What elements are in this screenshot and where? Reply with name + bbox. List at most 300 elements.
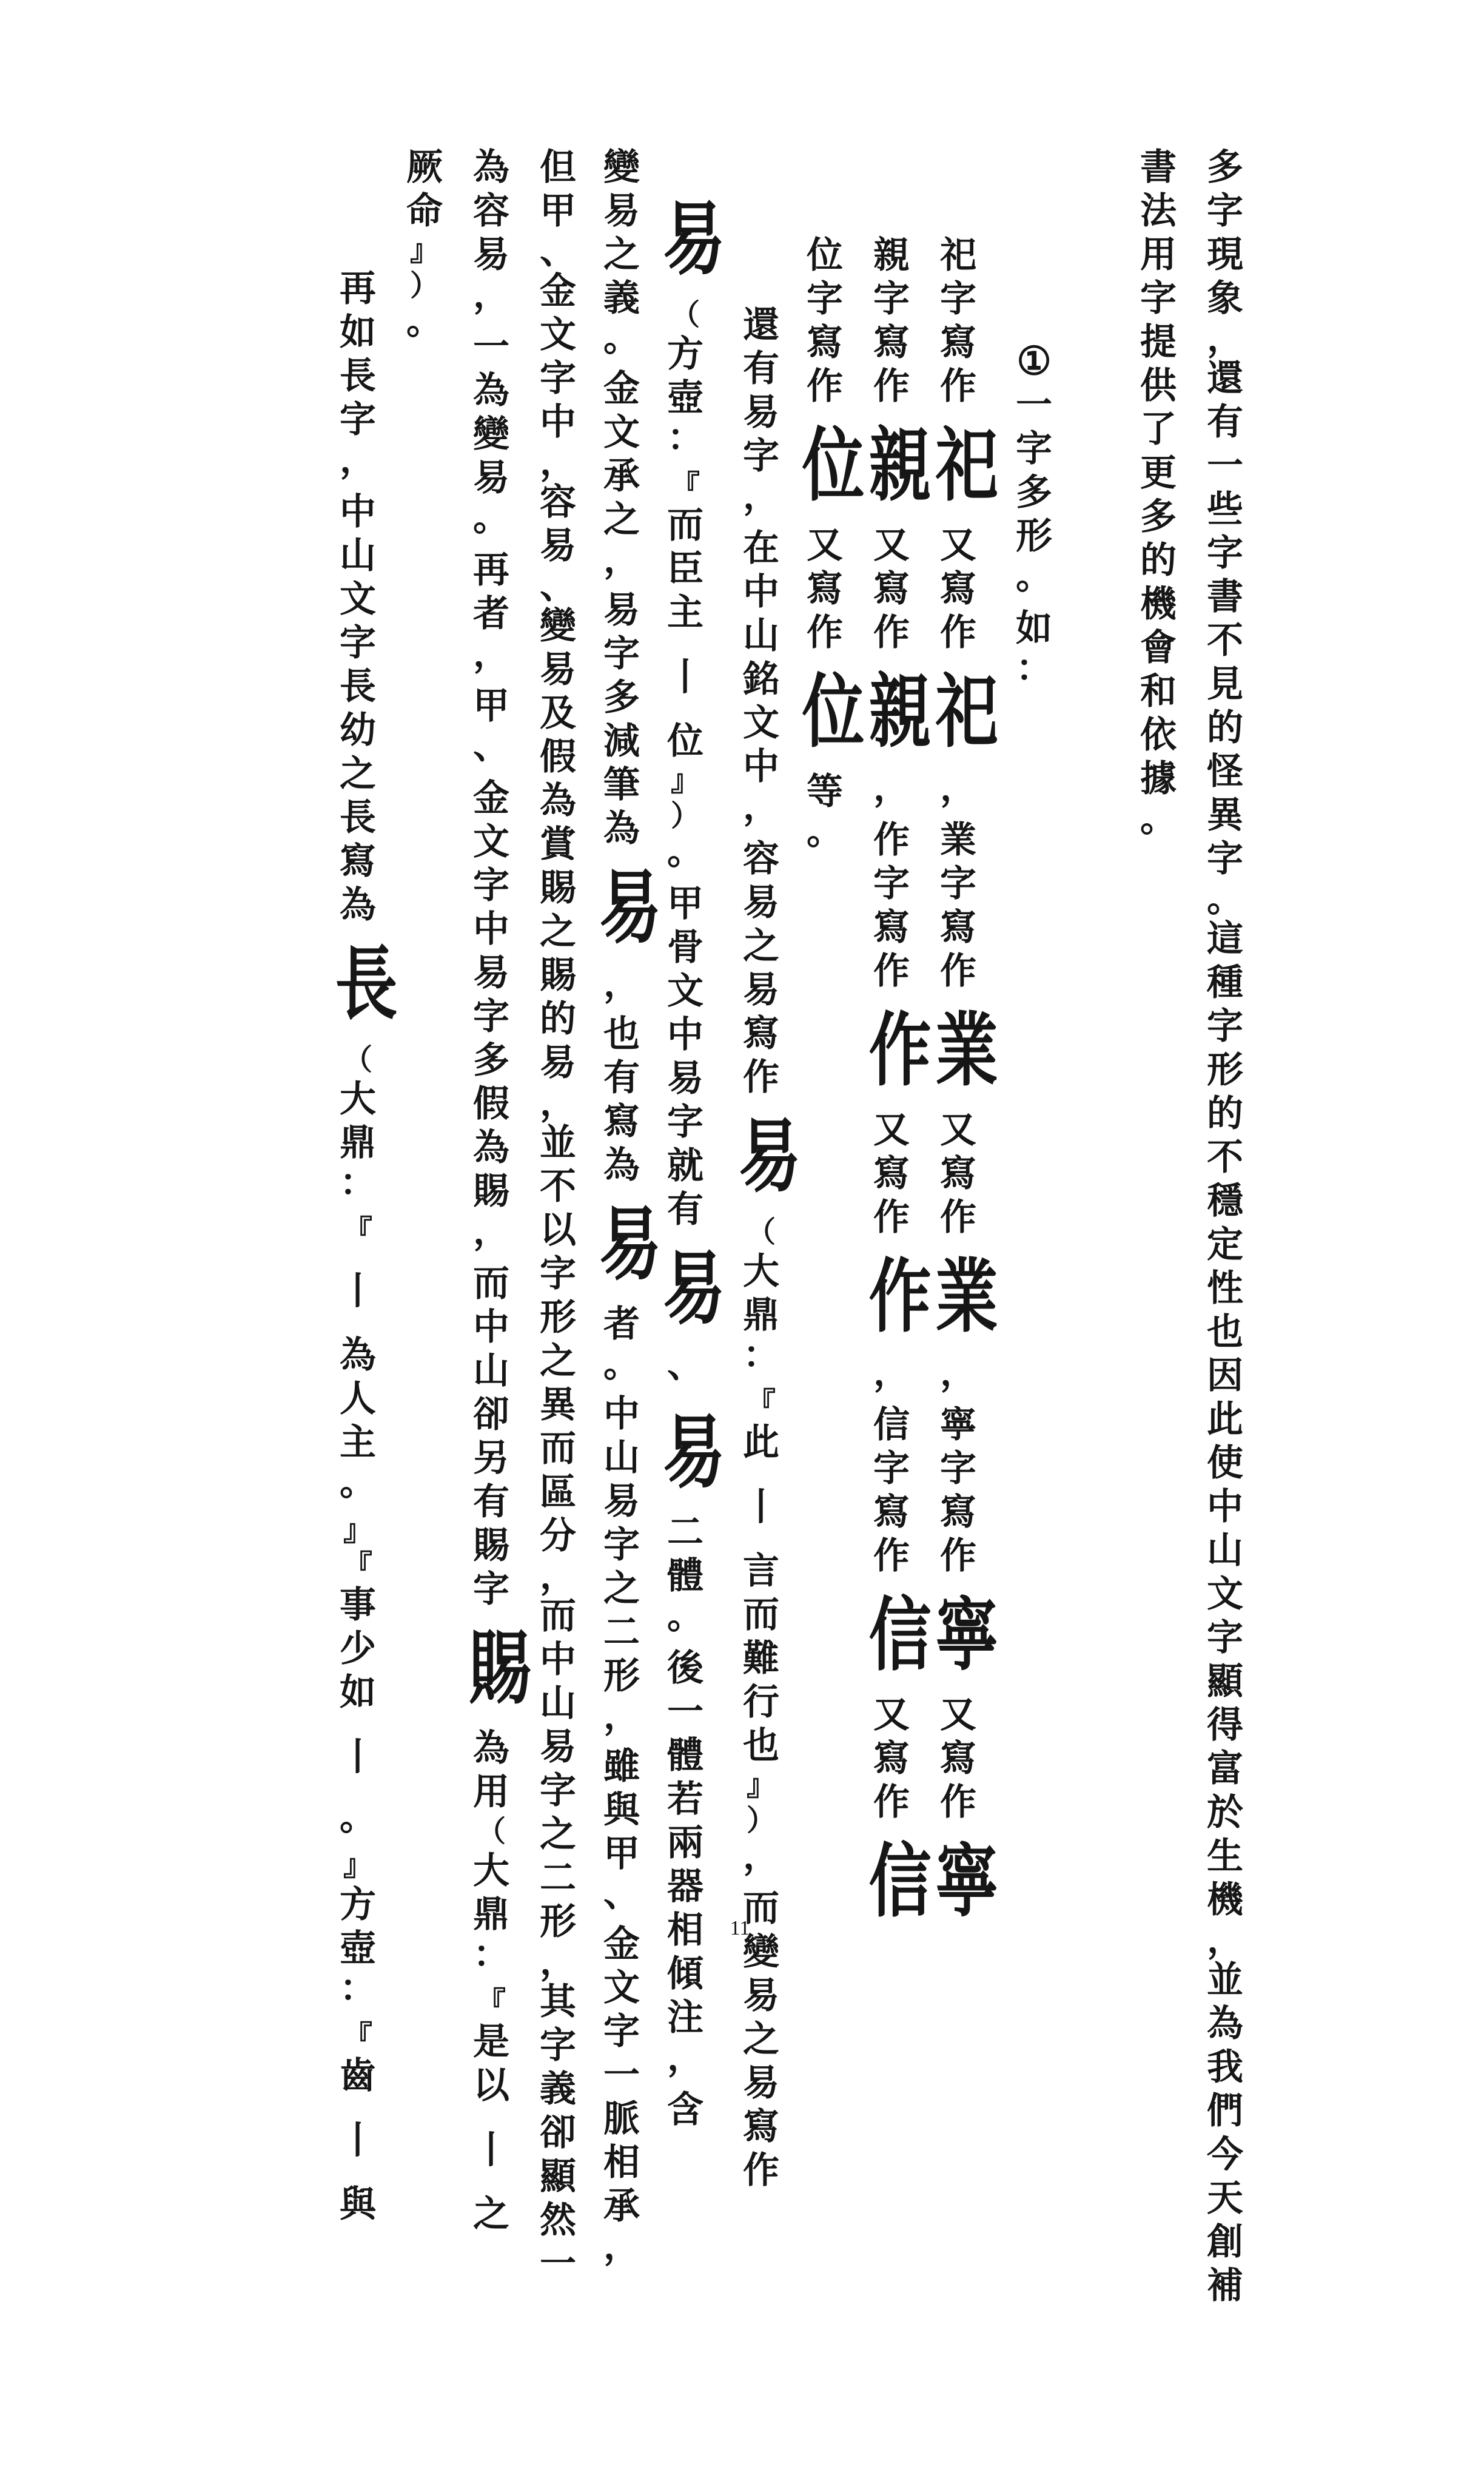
text-char: 作: [743, 2149, 779, 2192]
text-char: 中: [743, 746, 779, 788]
punctuation: 、: [667, 1344, 703, 1386]
text-char: 形: [540, 1901, 576, 1943]
text-char: 幼: [340, 709, 376, 752]
text-char: 文: [1207, 1573, 1243, 1615]
punctuation: 、: [603, 1873, 640, 1916]
text-char: 鼎: [340, 1122, 376, 1164]
seal-script-glyph: 長: [335, 937, 398, 1031]
text-char: 假: [540, 736, 576, 778]
placeholder-mark: 丨: [472, 2127, 510, 2172]
text-char: 二: [603, 1611, 640, 1654]
text-char: 易: [743, 1975, 779, 2017]
punctuation: ：: [743, 1334, 779, 1376]
text-char: 中: [340, 491, 376, 533]
text-char: 之: [603, 498, 640, 541]
text-column: [922, 0, 998, 2363]
text-column: [455, 0, 531, 2275]
text-char: 以: [473, 2064, 509, 2107]
text-char: 之: [743, 925, 779, 968]
text-char: 中: [603, 1393, 640, 1436]
text-char: 多: [473, 1039, 509, 1082]
text-char: 是: [473, 2021, 509, 2063]
text-char: 有: [1207, 401, 1243, 443]
text-char: 而: [473, 1262, 509, 1305]
punctuation: ，: [473, 274, 509, 316]
text-char: 一: [603, 2054, 640, 2097]
page-number: 11: [730, 1917, 750, 1939]
text-char: 賜: [473, 1524, 509, 1567]
text-char: 的: [1140, 539, 1177, 582]
text-char: 假: [473, 1083, 509, 1125]
text-char: 如: [340, 1671, 376, 1714]
text-char: 字: [473, 1568, 509, 1611]
text-char: 寫: [940, 1491, 976, 1534]
text-char: 寫: [940, 906, 976, 949]
text-char: 變: [743, 1931, 779, 1973]
text-char: 方: [667, 333, 703, 376]
text-char: 其: [540, 1981, 576, 2023]
text-char: 有: [603, 1056, 640, 1099]
text-char: 寫: [940, 322, 976, 364]
text-char: 作: [940, 950, 976, 992]
punctuation: ，: [1207, 317, 1243, 360]
bracket: ）: [409, 269, 439, 303]
punctuation: ，: [473, 1210, 509, 1253]
text-char: 作: [873, 1781, 910, 1824]
text-char: 之: [540, 1813, 576, 1856]
text-char: 容: [473, 190, 509, 232]
punctuation: 。: [667, 1595, 703, 1637]
punctuation: 、: [473, 725, 509, 767]
text-char: 多: [603, 676, 640, 719]
punctuation: ，: [743, 786, 779, 828]
punctuation: 。: [807, 810, 843, 853]
text-char: 脈: [603, 2098, 640, 2141]
text-char: 也: [603, 1012, 640, 1056]
text-char: 雖: [603, 1745, 640, 1788]
punctuation: 、: [540, 565, 576, 607]
text-char: 機: [1140, 583, 1177, 625]
punctuation: 。: [473, 497, 509, 539]
text-char: 命: [406, 190, 443, 232]
text-char: 寫: [873, 906, 910, 949]
text-char: 山: [473, 1350, 509, 1392]
text-char: 主: [340, 1421, 376, 1464]
bracket: （: [343, 1043, 372, 1077]
text-char: 會: [1140, 627, 1177, 669]
text-char: 字: [340, 399, 376, 441]
text-char: 中: [1207, 1486, 1243, 1528]
text-column: [998, 0, 1070, 2469]
text-char: 字: [1207, 838, 1243, 880]
text-char: 再: [340, 268, 376, 310]
text-char: 並: [540, 1122, 576, 1164]
text-char: 信: [873, 1404, 910, 1446]
text-char: 注: [667, 1996, 703, 2039]
placeholder-mark: 丨: [742, 1484, 780, 1529]
text-char: 並: [1207, 1959, 1243, 2001]
text-char: 厥: [406, 146, 443, 189]
text-char: 銘: [743, 658, 779, 701]
punctuation: ：: [473, 1933, 509, 1976]
text-char: 象: [1207, 277, 1243, 320]
text-char: 於: [1207, 1791, 1243, 1834]
text-char: 含: [667, 2089, 703, 2131]
text-char: 的: [1207, 707, 1243, 749]
text-char: 還: [1207, 357, 1243, 400]
bracket: 』: [343, 1848, 372, 1882]
punctuation: 。: [1016, 555, 1052, 598]
text-char: 賜: [540, 867, 576, 909]
text-char: 如: [340, 311, 376, 354]
text-char: 而: [540, 1427, 576, 1470]
text-char: 字: [473, 864, 509, 907]
text-char: 金: [603, 1923, 640, 1966]
text-char: 得: [1207, 1704, 1243, 1746]
text-char: 之: [743, 2018, 779, 2061]
text-char: 異: [1207, 794, 1243, 837]
text-column: [522, 0, 594, 2285]
text-char: 賞: [540, 823, 576, 866]
text-char: 書: [1207, 576, 1243, 618]
text-char: 更: [1140, 452, 1177, 494]
punctuation: ：: [1016, 647, 1052, 690]
text-char: 傾: [667, 1953, 703, 1995]
text-char: 文: [603, 1967, 640, 2010]
text-char: 甲: [667, 883, 703, 925]
text-char: 而: [540, 1595, 576, 1637]
text-char: 與: [603, 1789, 640, 1832]
text-column: [725, 0, 801, 2433]
text-char: 字: [807, 278, 843, 320]
seal-script-glyph: 易: [738, 1110, 801, 1204]
text-char: 不: [1207, 1136, 1243, 1179]
text-char: 有: [743, 348, 779, 390]
text-char: 寫: [807, 322, 843, 364]
text-char: 些: [1207, 488, 1243, 531]
text-char: 易: [667, 1057, 703, 1100]
text-char: 文: [473, 821, 509, 863]
text-char: 鼎: [743, 1294, 779, 1336]
text-char: 文: [340, 578, 376, 621]
text-char: 行: [743, 1681, 779, 1723]
text-char: 大: [473, 1850, 509, 1892]
text-char: 等: [807, 770, 843, 813]
text-char: 易: [540, 1726, 576, 1768]
text-char: 現: [1207, 234, 1243, 276]
text-char: 寫: [873, 322, 910, 364]
text-char: 提: [1140, 321, 1177, 363]
text-char: 業: [940, 819, 976, 861]
text-char: 又: [940, 1694, 976, 1736]
text-char: 據: [1140, 758, 1177, 800]
text-char: 與: [340, 2183, 376, 2226]
text-char: 和: [1140, 670, 1177, 713]
text-char: 為: [473, 369, 509, 412]
text-char: 用: [473, 1771, 509, 1813]
text-char: 承: [603, 2185, 640, 2228]
seal-script-glyph: 寧: [935, 1834, 998, 1928]
text-char: 今: [1207, 2134, 1243, 2176]
text-char: 也: [743, 1725, 779, 1767]
text-char: 形: [1207, 1049, 1243, 1091]
punctuation: ，: [940, 1352, 976, 1394]
seal-script-glyph: 位: [802, 665, 865, 759]
text-char: 臣: [667, 548, 703, 590]
text-char: 機: [1207, 1879, 1243, 1921]
text-char: 字: [603, 2010, 640, 2053]
text-char: 之: [340, 753, 376, 795]
text-char: 寫: [940, 1153, 976, 1195]
punctuation: ，: [743, 1835, 779, 1878]
punctuation: ，: [667, 2036, 703, 2079]
punctuation: ，: [873, 1352, 910, 1394]
seal-script-glyph: 信: [868, 1834, 932, 1928]
text-char: 一: [1016, 384, 1052, 426]
placeholder-mark: 丨: [338, 2118, 377, 2162]
punctuation: ，: [603, 1695, 640, 1738]
text-char: 一: [540, 2243, 576, 2285]
text-char: 此: [1207, 1398, 1243, 1441]
bracket: 『: [670, 469, 700, 503]
text-char: 義: [540, 2068, 576, 2110]
text-column: [1122, 0, 1195, 2275]
text-char: 卻: [540, 2112, 576, 2154]
text-char: 卻: [473, 1393, 509, 1436]
text-char: 為: [473, 1727, 509, 1770]
text-char: 易: [743, 391, 779, 434]
seal-script-glyph: 賜: [468, 1622, 531, 1716]
text-char: 作: [940, 365, 976, 408]
text-char: 補: [1207, 2265, 1243, 2307]
text-char: 及: [540, 692, 576, 735]
punctuation: ，: [540, 1082, 576, 1124]
text-char: 見: [1207, 663, 1243, 706]
text-char: 長: [340, 355, 376, 397]
bracket: 『: [343, 1214, 372, 1248]
text-char: 但: [540, 146, 576, 189]
text-char: 體: [667, 1734, 703, 1777]
text-char: 作: [940, 1535, 976, 1577]
text-char: 使: [1207, 1442, 1243, 1484]
text-char: 齒: [340, 2055, 376, 2097]
list-marker: ①: [1016, 339, 1052, 384]
bracket: （: [476, 1814, 506, 1848]
text-char: 又: [940, 524, 976, 567]
bracket: ）: [670, 799, 700, 833]
text-char: 創: [1207, 2221, 1243, 2263]
text-char: 怪: [1207, 750, 1243, 793]
text-char: 二: [667, 1511, 703, 1554]
text-char: 者: [473, 593, 509, 635]
text-char: 後: [667, 1647, 703, 1689]
text-column: [585, 0, 662, 2275]
text-char: 方: [340, 1884, 376, 1926]
seal-script-glyph: 親: [868, 665, 932, 759]
text-char: 多: [1016, 471, 1052, 514]
text-char: 言: [743, 1550, 779, 1592]
text-char: 還: [743, 304, 779, 346]
text-char: 寫: [940, 568, 976, 610]
text-char: 金: [540, 270, 576, 312]
text-char: 寫: [873, 1153, 910, 1195]
punctuation: 。: [406, 300, 443, 343]
seal-script-glyph: 親: [868, 419, 932, 513]
text-char: 又: [873, 1109, 910, 1151]
punctuation: ，: [603, 962, 640, 1005]
text-char: 山: [743, 615, 779, 657]
text-char: 種: [1207, 962, 1243, 1004]
text-char: 寫: [340, 840, 376, 883]
seal-script-glyph: 祀: [935, 665, 998, 759]
bracket: 『: [343, 1549, 372, 1583]
punctuation: ：: [340, 1967, 376, 2010]
text-char: 大: [743, 1250, 779, 1293]
text-char: 寧: [940, 1404, 976, 1446]
text-char: 易: [743, 2062, 779, 2104]
text-char: 山: [340, 534, 376, 577]
text-column: [388, 0, 461, 2275]
text-char: 穩: [1207, 1180, 1243, 1222]
text-char: 賜: [540, 954, 576, 997]
text-char: 顯: [1207, 1660, 1243, 1703]
text-char: 作: [807, 365, 843, 408]
text-char: 我: [1207, 2046, 1243, 2089]
text-char: 字: [540, 1770, 576, 1812]
bracket: 』: [409, 234, 439, 268]
text-char: 寫: [873, 1491, 910, 1534]
text-char: 字: [473, 995, 509, 1038]
punctuation: 。: [340, 1461, 376, 1504]
text-char: 字: [940, 863, 976, 905]
seal-script-glyph: 業: [935, 1250, 998, 1344]
text-char: 此: [743, 1421, 779, 1464]
text-char: 易: [743, 881, 779, 924]
text-char: 賜: [473, 1170, 509, 1213]
text-char: 位: [807, 234, 843, 277]
text-char: 的: [540, 998, 576, 1040]
text-char: 字: [873, 1447, 910, 1490]
text-char: 們: [1207, 2090, 1243, 2132]
text-char: 器: [667, 1865, 703, 1908]
text-char: 之: [603, 1568, 640, 1611]
text-char: 生: [1207, 1835, 1243, 1878]
text-char: 為: [540, 780, 576, 822]
text-char: 長: [340, 665, 376, 708]
text-column: [1189, 0, 1261, 2307]
text-char: 字: [603, 632, 640, 675]
text-char: 之: [540, 911, 576, 953]
text-char: 另: [473, 1437, 509, 1480]
punctuation: 。: [667, 830, 703, 873]
text-char: 又: [807, 524, 843, 567]
text-char: 文: [667, 970, 703, 1012]
text-char: 因: [1207, 1355, 1243, 1397]
punctuation: 。: [1140, 798, 1177, 840]
text-char: 供: [1140, 365, 1177, 407]
text-char: 容: [540, 481, 576, 524]
punctuation: ，: [540, 441, 576, 483]
text-char: 為: [473, 1127, 509, 1169]
seal-script-glyph: 作: [868, 1003, 932, 1097]
text-char: 親: [873, 234, 910, 277]
text-char: 甲: [473, 685, 509, 727]
text-char: 事: [340, 1584, 376, 1626]
text-char: 寫: [940, 1737, 976, 1780]
punctuation: 。: [340, 1796, 376, 1839]
text-char: 形: [1016, 515, 1052, 557]
seal-script-glyph: 寧: [935, 1588, 998, 1682]
punctuation: 。: [603, 317, 640, 360]
text-char: 字: [1207, 532, 1243, 574]
text-char: 依: [1140, 714, 1177, 756]
punctuation: ，: [1207, 1919, 1243, 1961]
text-char: 山: [540, 1682, 576, 1725]
punctuation: ，: [743, 475, 779, 517]
text-char: 中: [743, 571, 779, 613]
punctuation: ，: [540, 1941, 576, 1983]
text-char: 易: [473, 952, 509, 994]
text-char: 有: [667, 1188, 703, 1231]
text-char: 人: [340, 1378, 376, 1420]
seal-script-glyph: 易: [599, 1197, 662, 1292]
text-char: 有: [473, 1481, 509, 1523]
text-char: 在: [743, 527, 779, 570]
text-char: 以: [540, 1209, 576, 1251]
seal-script-glyph: 信: [868, 1588, 932, 1682]
text-char: 字: [873, 863, 910, 905]
seal-script-glyph: 易: [662, 192, 725, 286]
text-char: 骨: [667, 926, 703, 969]
text-char: 易: [540, 1042, 576, 1084]
text-char: 寫: [873, 568, 910, 610]
text-char: 變: [603, 146, 640, 189]
text-column: [649, 0, 725, 2311]
text-char: 易: [473, 457, 509, 499]
text-char: 性: [1207, 1267, 1243, 1310]
text-char: 也: [1207, 1311, 1243, 1353]
seal-script-glyph: 業: [935, 1003, 998, 1097]
bracket: 『: [343, 2019, 372, 2053]
text-char: 容: [743, 838, 779, 880]
punctuation: ：: [667, 417, 703, 459]
text-char: 之: [540, 1340, 576, 1383]
bracket: ）: [746, 1804, 776, 1837]
punctuation: ，: [603, 538, 640, 581]
seal-script-glyph: 易: [662, 1406, 725, 1500]
text-char: 為: [473, 146, 509, 189]
text-char: 主: [667, 591, 703, 634]
text-char: 字: [540, 357, 576, 400]
text-char: 為: [603, 807, 640, 850]
seal-script-glyph: 作: [868, 1250, 932, 1344]
text-char: 為: [340, 884, 376, 926]
text-char: 就: [667, 1145, 703, 1187]
text-char: 作: [873, 819, 910, 861]
text-char: 壺: [340, 1927, 376, 1970]
text-char: 減: [603, 719, 640, 763]
text-char: 作: [873, 1196, 910, 1239]
text-char: 寫: [743, 2106, 779, 2148]
text-char: 變: [473, 413, 509, 456]
text-char: 易: [603, 1480, 640, 1523]
text-char: 字: [1207, 1005, 1243, 1048]
text-char: 一: [667, 1691, 703, 1733]
text-char: 祀: [940, 234, 976, 277]
text-char: 字: [340, 622, 376, 664]
text-column: [855, 0, 932, 2363]
text-char: 再: [473, 549, 509, 591]
